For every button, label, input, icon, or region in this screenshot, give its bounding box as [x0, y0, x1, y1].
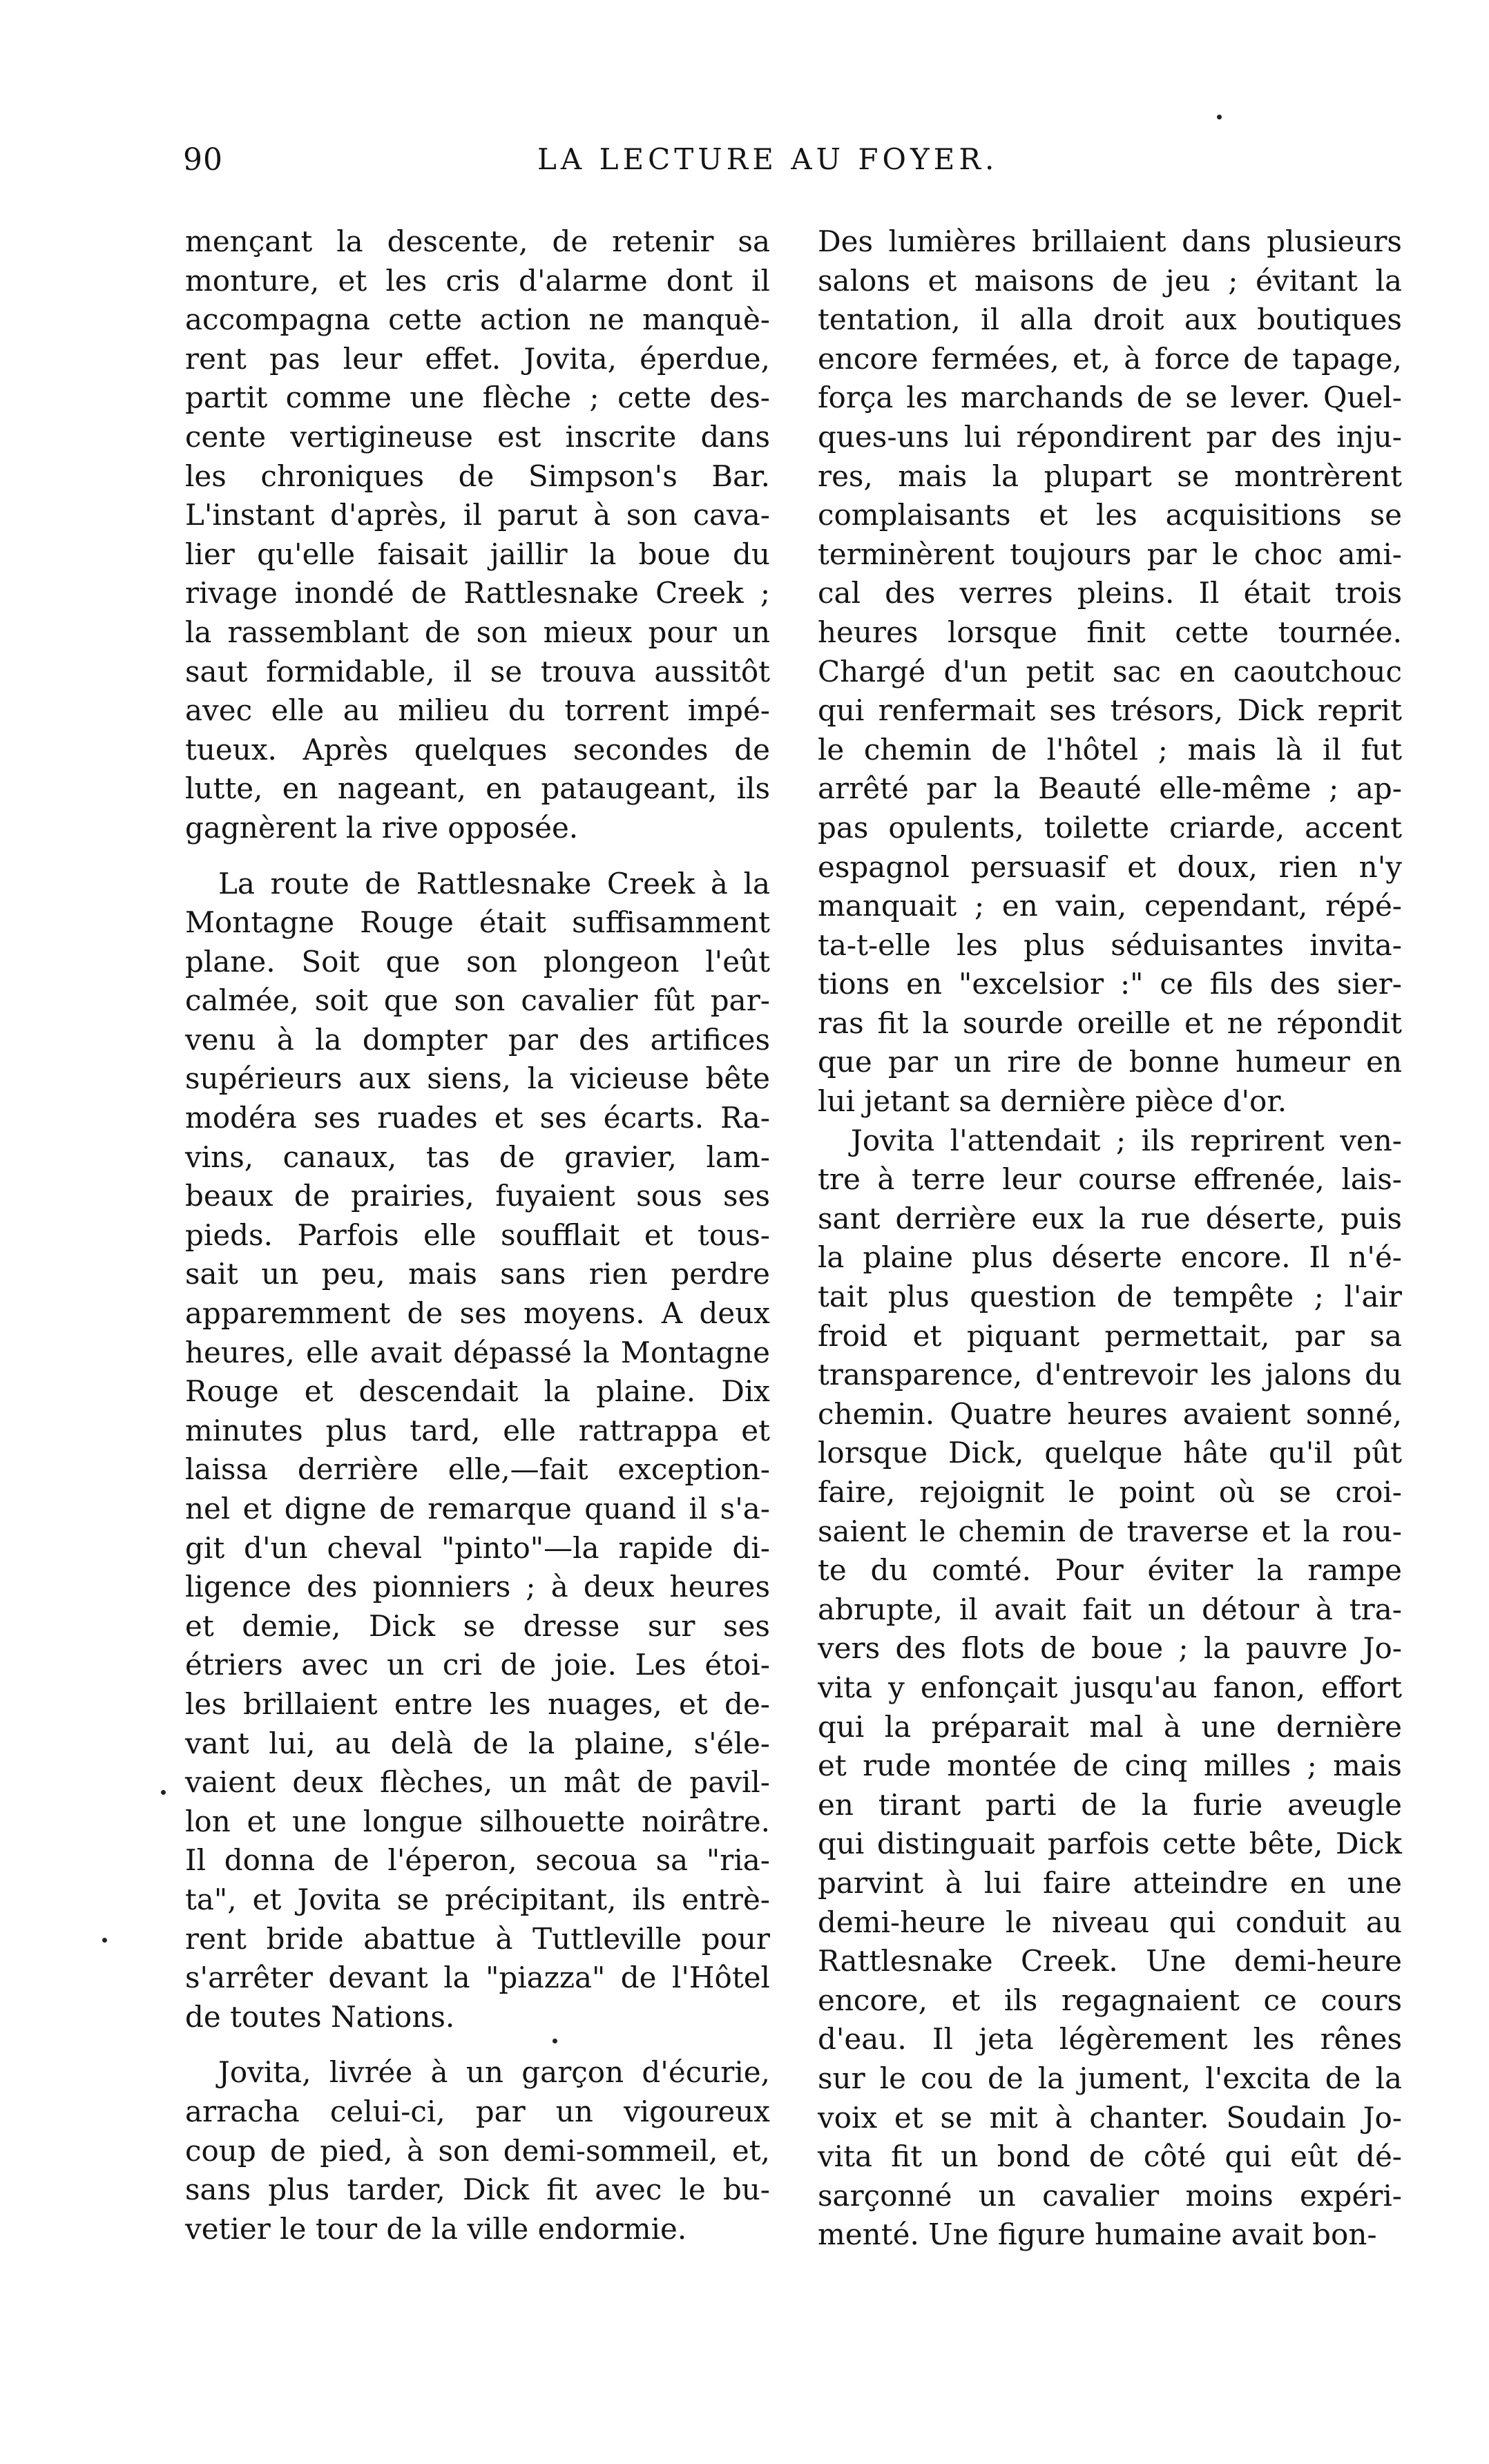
running-header [0, 142, 1489, 184]
paragraph [818, 222, 1402, 1122]
left-column [185, 222, 770, 2249]
text-line: monture, et les cris d'alarme dont il [185, 263, 770, 298]
text-line: Il donna de l'éperon, secoua sa "ria- [185, 1843, 770, 1878]
text-line: complaisants et les acquisitions se [818, 498, 1402, 532]
text-line: et demie, Dick se dresse sur ses [185, 1608, 770, 1643]
text-line: lui jetant sa dernière pièce d'or. [818, 1084, 1287, 1119]
ink-speck [553, 2039, 557, 2043]
text-line: Chargé d'un petit sac en caoutchouc [818, 654, 1402, 689]
text-line: sur le cou de la jument, l'excita de la [818, 2061, 1402, 2095]
paragraph [818, 1122, 1402, 2255]
text-line: saient le chemin de traverse et la rou- [818, 1514, 1402, 1548]
text-line: en tirant parti de la furie aveugle [818, 1787, 1402, 1822]
text-line: cal des verres pleins. Il était trois [818, 576, 1402, 610]
text-line: rent pas leur effet. Jovita, éperdue, [185, 341, 770, 376]
text-line: vers des flots de boue ; la pauvre Jo- [818, 1631, 1402, 1666]
text-line: arracha celui-ci, par un vigoureux [185, 2094, 770, 2128]
text-line: ta-t-elle les plus séduisantes invita- [818, 927, 1402, 962]
text-line: ligence des pionniers ; à deux heures [185, 1570, 770, 1604]
running-title: LA LECTURE AU FOYER. [537, 142, 999, 176]
text-line: saut formidable, il se trouva aussitôt [185, 654, 770, 689]
text-line: étriers avec un cri de joie. Les étoi- [185, 1648, 770, 1682]
text-line: vins, canaux, tas de gravier, lam- [185, 1139, 770, 1174]
text-line: nel et digne de remarque quand il s'a- [185, 1492, 770, 1525]
text-line: lutte, en nageant, en pataugeant, ils [185, 771, 770, 806]
text-line: cente vertigineuse est inscrite dans [185, 419, 770, 454]
text-line: te du comté. Pour éviter la rampe [818, 1553, 1402, 1588]
text-line: pas opulents, toilette criarde, accent [818, 810, 1402, 845]
text-line: parvint à lui faire atteindre en une [818, 1865, 1402, 1900]
text-line: de toutes Nations. [185, 1999, 455, 2034]
text-line: La route de Rattlesnake Creek à la [218, 866, 770, 901]
text-line: faire, rejoignit le point où se croi- [818, 1475, 1402, 1509]
text-line: coup de pied, à son demi-sommeil, et, [185, 2133, 770, 2168]
text-line: laissa derrière elle,—fait exception- [185, 1452, 770, 1487]
text-line: pieds. Parfois elle soufflait et tous- [185, 1217, 770, 1252]
text-line: s'arrêter devant la "piazza" de l'Hôtel [185, 1961, 770, 1995]
text-line: Rouge et descendait la plaine. Dix [185, 1374, 770, 1409]
text-line: Montagne Rouge était suffisamment [185, 905, 770, 940]
text-line: chemin. Quatre heures avaient sonné, [818, 1396, 1402, 1431]
text-line: salons et maisons de jeu ; évitant la [818, 263, 1402, 298]
text-line: avec elle au milieu du torrent impé- [185, 693, 770, 728]
text-line: encore, et ils regagnaient ce cours [818, 1983, 1402, 2017]
text-line: lorsque Dick, quelque hâte qu'il pût [818, 1436, 1402, 1470]
text-line: plane. Soit que son plongeon l'eût [185, 944, 770, 979]
text-line: froid et piquant permettait, par sa [818, 1318, 1402, 1353]
text-line: sant derrière eux la rue déserte, puis [818, 1201, 1402, 1235]
text-line: sait un peu, mais sans rien perdre [185, 1257, 770, 1291]
text-line: les chroniques de Simpson's Bar. [185, 459, 770, 493]
text-line: modéra ses ruades et ses écarts. Ra- [185, 1101, 770, 1135]
text-line: tueux. Après quelques secondes de [185, 732, 770, 767]
text-line: vita fit un bond de côté qui eût dé- [818, 2139, 1402, 2174]
ink-speck [102, 1938, 107, 1943]
text-line: abrupte, il avait fait un détour à tra- [818, 1592, 1402, 1626]
text-line: demi-heure le niveau qui conduit au [818, 1905, 1402, 1939]
text-line: venu à la dompter par des artifices [185, 1022, 770, 1057]
text-line: vita y enfonçait jusqu'au fanon, effort [818, 1670, 1402, 1704]
text-line: tentation, il alla droit aux boutiques [818, 302, 1402, 337]
text-line: ques-uns lui répondirent par des inju- [818, 419, 1402, 454]
text-line: lier qu'elle faisait jaillir la boue du [185, 537, 770, 571]
ink-speck [1217, 115, 1222, 119]
text-line: qui la préparait mal à une dernière [818, 1709, 1402, 1744]
text-line: apparemment de ses moyens. A deux [185, 1296, 770, 1331]
page-number: 90 [183, 142, 223, 177]
text-line: lon et une longue silhouette noirâtre. [185, 1804, 770, 1838]
text-line: les brillaient entre les nuages, et de- [185, 1686, 770, 1721]
text-line: partit comme une flèche ; cette des- [185, 381, 770, 415]
paragraph [185, 2053, 770, 2249]
text-line: que par un rire de bonne humeur en [818, 1045, 1402, 1079]
text-line: ta", et Jovita se précipitant, ils entrè- [185, 1882, 770, 1916]
ink-speck [161, 1790, 166, 1795]
text-line: L'instant d'après, il parut à son cava- [185, 498, 770, 532]
text-line: mençant la descente, de retenir sa [185, 224, 770, 258]
text-line: Jovita, livrée à un garçon d'écurie, [218, 2055, 770, 2090]
text-line: le chemin de l'hôtel ; mais là il fut [818, 732, 1402, 767]
text-line: força les marchands de se lever. Quel- [818, 381, 1402, 415]
text-line: git d'un cheval "pinto"—la rapide di- [185, 1530, 770, 1565]
text-line: rent bride abattue à Tuttleville pour [185, 1921, 770, 1956]
text-line: gagnèrent la rive opposée. [185, 810, 579, 845]
text-line: ras fit la sourde oreille et ne répondit [818, 1005, 1402, 1040]
text-line: supérieurs aux siens, la vicieuse bête [185, 1061, 770, 1096]
text-line: vetier le tour de la ville endormie. [185, 2211, 687, 2246]
text-line: voix et se mit à chanter. Soudain Jo- [818, 2100, 1402, 2135]
text-line: vant lui, au delà de la plaine, s'éle- [185, 1726, 770, 1760]
text-line: calmée, soit que son cavalier fût par- [185, 983, 770, 1018]
text-line: Des lumières brillaient dans plusieurs [818, 224, 1402, 258]
text-line: Rattlesnake Creek. Une demi-heure [818, 1944, 1402, 1979]
text-line: d'eau. Il jeta légèrement les rênes [818, 2022, 1402, 2057]
text-line: la rassemblant de son mieux pour un [185, 615, 770, 649]
text-line: la plaine plus déserte encore. Il n'é- [818, 1240, 1402, 1275]
text-line: menté. Une figure humaine avait bon- [818, 2217, 1377, 2252]
paragraph [185, 865, 770, 2037]
text-line: heures lorsque finit cette tournée. [818, 615, 1402, 649]
text-line: encore fermées, et, à force de tapage, [818, 341, 1402, 376]
text-line: et rude montée de cinq milles ; mais [818, 1749, 1402, 1783]
text-line: res, mais la plupart se montrèrent [818, 459, 1402, 493]
text-line: qui distinguait parfois cette bête, Dick [818, 1827, 1402, 1861]
text-line: espagnol persuasif et doux, rien n'y [818, 849, 1402, 884]
text-line: accompagna cette action ne manquè- [185, 302, 770, 337]
text-line: heures, elle avait dépassé la Montagne [185, 1335, 770, 1369]
right-column [818, 222, 1402, 2255]
text-line: tre à terre leur course effrenée, lais- [818, 1162, 1402, 1197]
paragraph [185, 222, 770, 848]
text-line: rivage inondé de Rattlesnake Creek ; [185, 576, 770, 610]
text-line: vaient deux flèches, un mât de pavil- [185, 1765, 770, 1800]
text-line: transparence, d'entrevoir les jalons du [818, 1358, 1402, 1392]
text-line: Jovita l'attendait ; ils reprirent ven- [851, 1123, 1402, 1157]
text-line: beaux de prairies, fuyaient sous ses [185, 1179, 770, 1213]
text-line: tait plus question de tempête ; l'air [818, 1280, 1402, 1314]
text-line: minutes plus tard, elle rattrappa et [185, 1413, 770, 1447]
text-line: arrêté par la Beauté elle-même ; ap- [818, 771, 1402, 806]
text-line: tions en "excelsior :" ce fils des sier- [818, 967, 1402, 1001]
text-line: qui renfermait ses trésors, Dick reprit [818, 693, 1402, 728]
text-line: sarçonné un cavalier moins expéri- [818, 2178, 1402, 2213]
text-line: manquait ; en vain, cependant, répé- [818, 889, 1402, 923]
text-line: terminèrent toujours par le choc ami- [818, 537, 1402, 571]
text-line: sans plus tarder, Dick fit avec le bu- [185, 2173, 770, 2207]
